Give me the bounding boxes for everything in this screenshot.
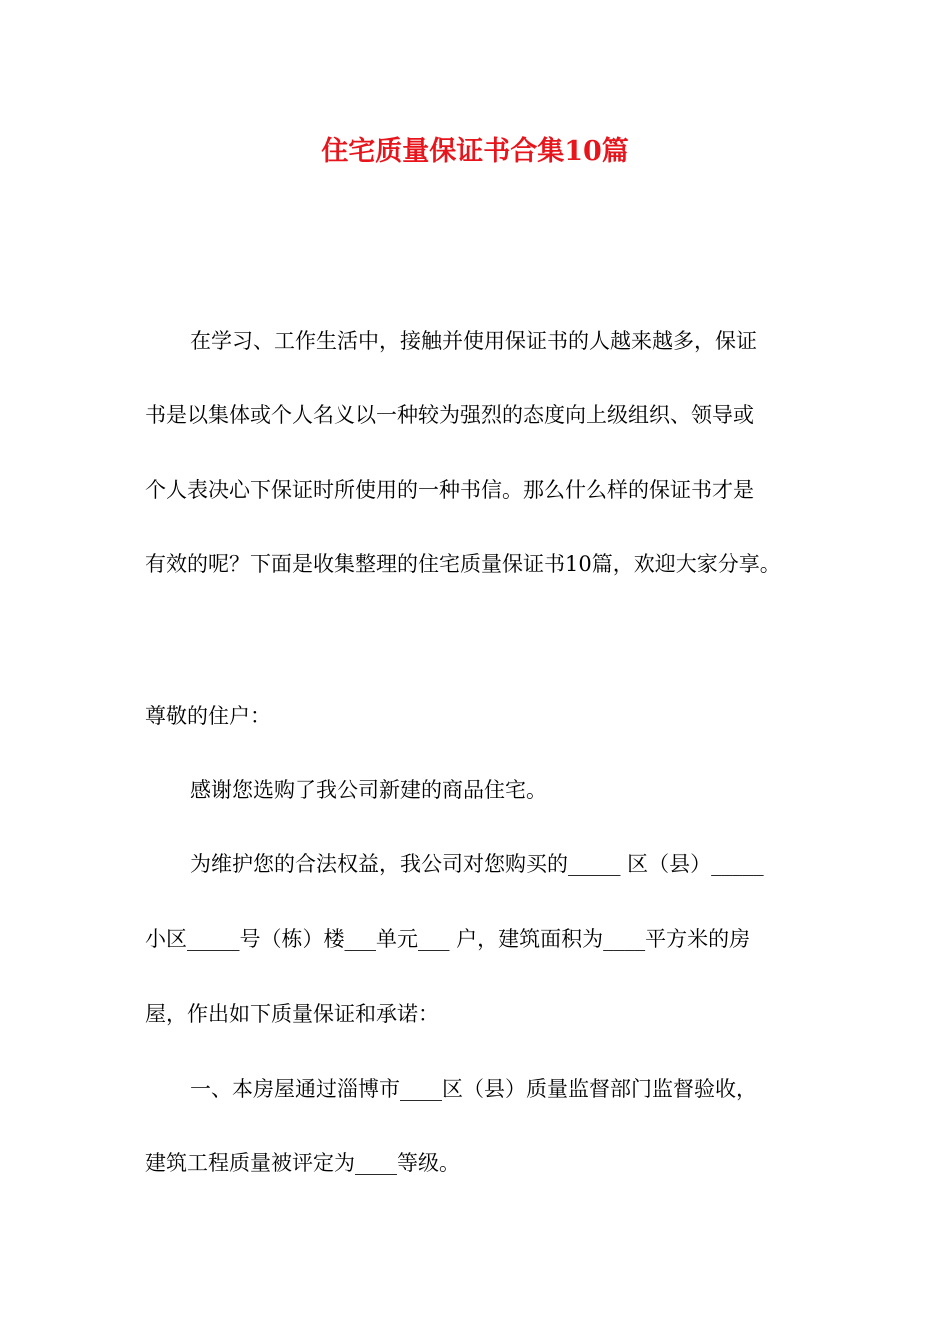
body-line-3: 小区_____号（栋）楼___单元___ 户，建筑面积为____平方米的房 bbox=[145, 927, 751, 951]
document-title: 住宅质量保证书合集10篇 bbox=[321, 136, 629, 167]
body-line-2: 为维护您的合法权益，我公司对您购买的_____ 区（县）_____ bbox=[190, 852, 764, 876]
intro-line-4: 有效的呢？下面是收集整理的住宅质量保证书10篇，欢迎大家分享。 bbox=[145, 552, 781, 576]
intro-line-2: 书是以集体或个人名义以一种较为强烈的态度向上级组织、领导或 bbox=[145, 403, 754, 427]
intro-line-3: 个人表决心下保证时所使用的一种书信。那么什么样的保证书才是 bbox=[145, 478, 754, 502]
body-line-5: 一、本房屋通过淄博市____区（县）质量监督部门监督验收， bbox=[190, 1077, 757, 1101]
body-line-4: 屋，作出如下质量保证和承诺： bbox=[145, 1002, 439, 1026]
salutation: 尊敬的住户： bbox=[145, 704, 271, 728]
body-line-6: 建筑工程质量被评定为____等级。 bbox=[145, 1151, 460, 1175]
intro-line-1: 在学习、工作生活中，接触并使用保证书的人越来越多，保证 bbox=[190, 329, 757, 353]
body-line-1: 感谢您选购了我公司新建的商品住宅。 bbox=[190, 778, 547, 802]
